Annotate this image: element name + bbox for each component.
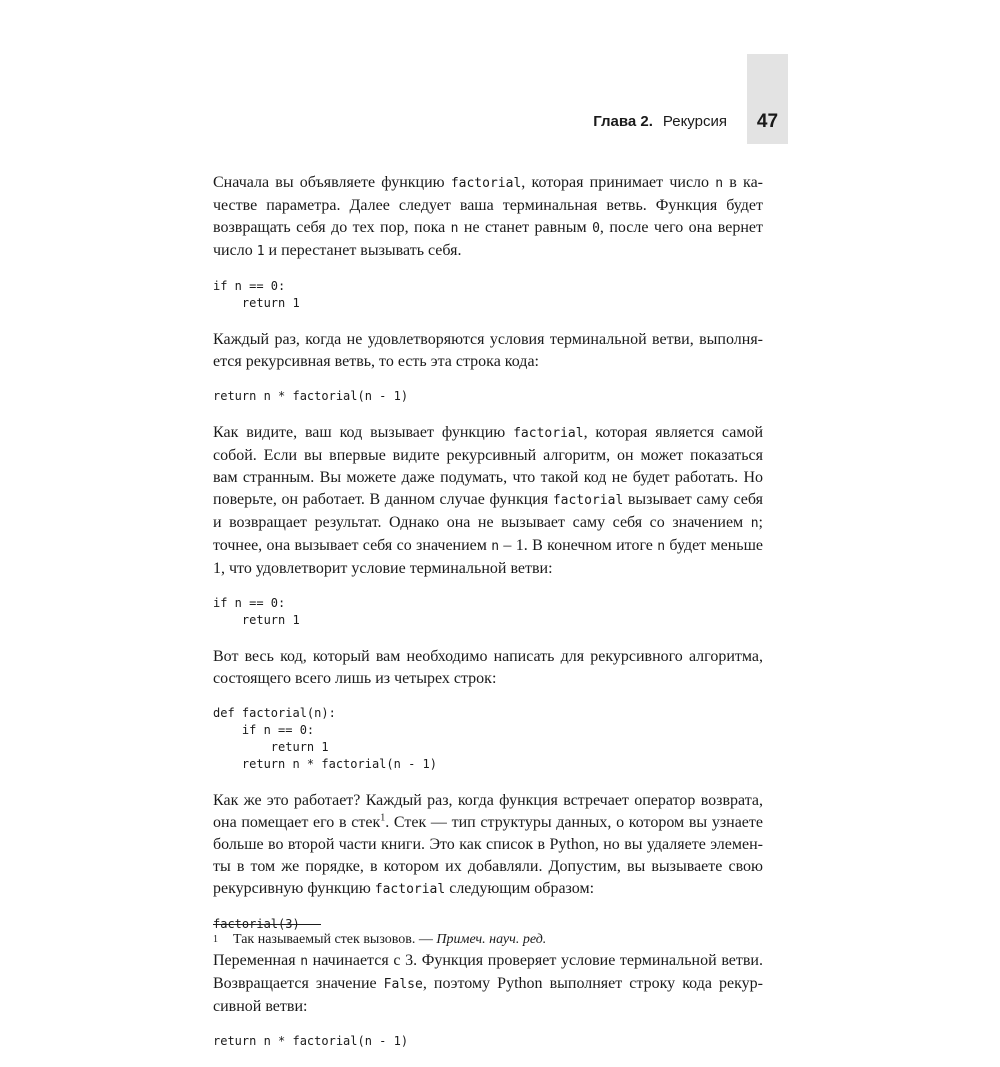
text: и перестанет вызывать себя. <box>264 242 462 259</box>
inline-code: n <box>300 954 309 969</box>
inline-code: n <box>715 176 724 191</box>
paragraph-2 <box>213 329 763 373</box>
text: будет меньше 1, что удовлетворит условие терминальной ветви: <box>213 537 764 577</box>
inline-code: factorial <box>552 493 624 508</box>
inline-code: n <box>450 221 459 236</box>
footnote-italic: Примеч. науч. ред. <box>436 932 547 947</box>
text: , которая принимает число <box>521 174 716 191</box>
text: , которая является самой собой. Если вы впервые видите рекурсивный алгоритм, он может показаться вам странным. Вы можете даже подумать, что такой код не будет работать. Но поверьте, он работает. В данном случае функция <box>213 424 764 508</box>
text: не станет равным <box>458 219 593 236</box>
text: Сначала вы объявляете функцию <box>213 174 451 191</box>
footnote-text: Так называемый стек вызовов. — <box>233 932 437 947</box>
paragraph-3 <box>213 422 763 580</box>
paragraph-6 <box>213 950 763 1018</box>
text: Как видите, ваш код вызывает функцию <box>213 424 514 441</box>
code-block-2: return n * factorial(n - 1) <box>213 389 409 403</box>
text: Как же это работает? Каждый раз, когда функция встречает оператор возврата, она помещает его в стек <box>213 792 763 831</box>
chapter-number: Глава 2. <box>593 113 653 130</box>
inline-code: n <box>491 539 500 554</box>
code-block-5: factorial(3) <box>213 917 300 931</box>
text: начинается с 3. Функция проверяет условие терминальной ветви. Возвращается значение <box>213 952 763 992</box>
text: вызывает саму себя и возвращает результат. Однако она не вызывает саму себя со значением <box>213 491 763 531</box>
footnote-divider <box>213 924 321 925</box>
inline-code: factorial <box>513 426 584 441</box>
paragraph-5 <box>213 790 763 901</box>
text: Вот весь код, который вам необходимо написать для рекурсивного алгоритма, состоящего всего лишь из четырех строк: <box>213 648 763 687</box>
text: следующим образом: <box>445 880 595 897</box>
paragraph-1 <box>213 172 763 263</box>
inline-code: n <box>750 516 759 531</box>
inline-code: factorial <box>450 176 522 191</box>
code-block-4: def factorial(n): if n == 0: return 1 return n * factorial(n - 1) <box>213 706 437 771</box>
footnote-mark: 1 <box>213 934 218 945</box>
text: в качестве параметра. Далее следует ваша терминальная ветвь. Функция будет возвращать себя до тех пор, пока <box>213 174 763 236</box>
running-header <box>0 113 727 130</box>
chapter-title: Рекурсия <box>662 113 727 130</box>
inline-code: factorial <box>374 882 446 897</box>
text: – 1. В конечном итоге <box>499 537 658 554</box>
inline-code: n <box>657 539 666 554</box>
text: Каждый раз, когда не удовлетворяются условия терминальной ветви, выполняется рекурсивная ветвь, то есть эта строка кода: <box>213 331 763 370</box>
text: Переменная <box>213 952 301 969</box>
footnote <box>213 931 763 949</box>
inline-code: 1 <box>256 244 265 259</box>
code-block-1: if n == 0: return 1 <box>213 279 300 310</box>
code-block-3: if n == 0: return 1 <box>213 596 300 627</box>
footnote-ref[interactable]: 1 <box>380 812 386 824</box>
text: ; точнее, она вызывает себя со значением <box>213 514 763 554</box>
inline-code: False <box>383 977 423 992</box>
text: , поэтому Python выполняет строку кода рекурсивной ветви: <box>213 975 763 1015</box>
text: , после чего она вернет число <box>213 219 764 259</box>
page-number: 47 <box>756 111 779 132</box>
inline-code: 0 <box>592 221 600 236</box>
paragraph-4 <box>213 646 763 690</box>
code-block-6: return n * factorial(n - 1) <box>213 1034 409 1048</box>
text: . Стек — тип структуры данных, о котором вы узнаете больше во второй части книги. Это как список в Python, но вы удаляете элементы в том же порядке, в котором их добавляли. Допустим, вы вызываете свою рекурсивную функцию <box>213 814 763 897</box>
